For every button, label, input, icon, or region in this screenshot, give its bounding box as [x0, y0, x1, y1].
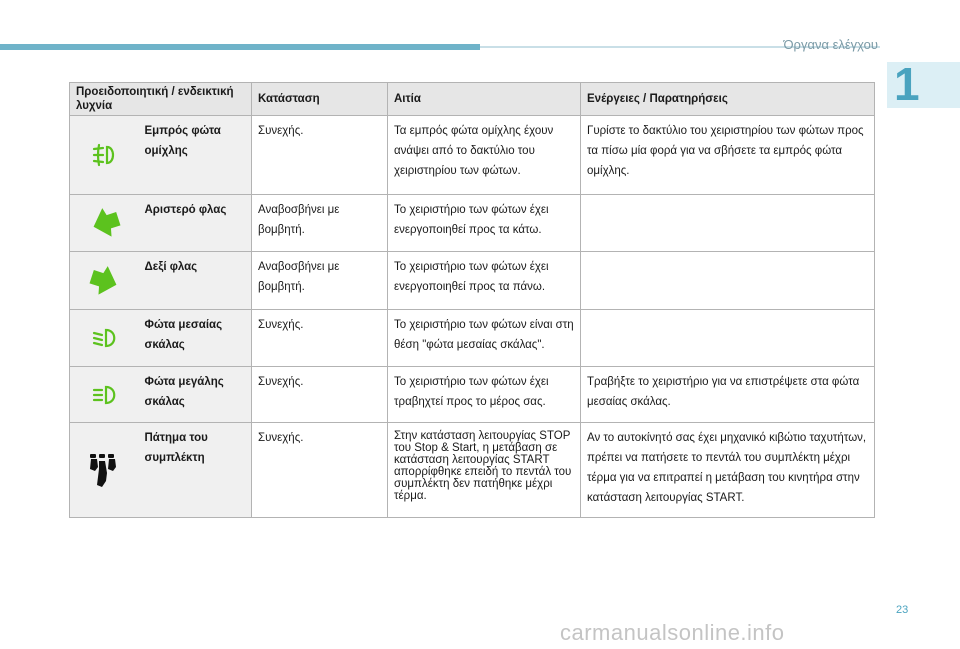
- lamp-cause: Το χειριστήριο των φώτων είναι στη θέση "φώτα μεσαίας σκάλας".: [388, 310, 581, 367]
- clutch-pedal-icon: [70, 423, 141, 518]
- lamp-name: Πάτημα του συμπλέκτη: [141, 423, 252, 518]
- table-row: [70, 310, 875, 367]
- lamp-cause: Το χειριστήριο των φώτων έχει τραβηχτεί προς το μέρος σας.: [388, 367, 581, 423]
- dipped-beam-icon-graphic: [90, 327, 120, 349]
- watermark: carmanualsonline.info: [560, 620, 785, 645]
- right-indicator-icon-graphic: [89, 264, 121, 298]
- front-fog-lamp-icon: [70, 116, 141, 195]
- table-row: [70, 252, 875, 310]
- warning-lamps-table: [69, 82, 875, 518]
- table-row: [70, 195, 875, 252]
- lamp-name: Φώτα μεγάλης σκάλας: [141, 367, 252, 423]
- left-indicator-icon-graphic: [89, 206, 121, 240]
- section-title: Όργανα ελέγχου: [783, 37, 878, 52]
- lamp-state: Αναβοσβήνει με βομβητή.: [252, 195, 388, 252]
- front-fog-lamp-icon-graphic: [90, 143, 120, 167]
- lamp-action: Αν το αυτοκίνητό σας έχει μηχανικό κιβώτιο ταχυτήτων, πρέπει να πατήσετε το πεντάλ του συμπλέκτη μέχρι τέρμα για να επιτραπεί η μετάβαση του κινητήρα στην κατάσταση λειτουργίας START.: [581, 423, 875, 518]
- page-number: 23: [896, 604, 909, 616]
- lamp-cause: Το χειριστήριο των φώτων έχει ενεργοποιηθεί προς τα κάτω.: [388, 195, 581, 252]
- clutch-pedal-icon-graphic: [88, 451, 122, 489]
- table-row: [70, 367, 875, 423]
- table-row: [70, 423, 875, 518]
- column-header-state: Κατάσταση: [252, 83, 388, 116]
- left-indicator-icon: [70, 195, 141, 252]
- lamp-action: [581, 195, 875, 252]
- lamp-state: Συνεχής.: [252, 116, 388, 195]
- right-indicator-icon: [70, 252, 141, 310]
- lamp-state: Συνεχής.: [252, 367, 388, 423]
- lamp-state: Αναβοσβήνει με βομβητή.: [252, 252, 388, 310]
- table-row: [70, 116, 875, 195]
- column-header-lamp: Προειδοποιητική / ενδεικτική λυχνία: [70, 83, 252, 116]
- lamp-action: [581, 310, 875, 367]
- lamp-name: Εμπρός φώτα ομίχλης: [141, 116, 252, 195]
- lamp-action: Γυρίστε το δακτύλιο του χειριστηρίου των φώτων προς τα πίσω μία φορά για να σβήσετε τα εμπρός φώτα ομίχλης.: [581, 116, 875, 195]
- column-header-cause: Αιτία: [388, 83, 581, 116]
- dipped-beam-icon: [70, 310, 141, 367]
- lamp-action: Τραβήξτε το χειριστήριο για να επιστρέψετε στα φώτα μεσαίας σκάλας.: [581, 367, 875, 423]
- main-beam-icon-graphic: [90, 384, 120, 406]
- lamp-name: Αριστερό φλας: [141, 195, 252, 252]
- lamp-name: Φώτα μεσαίας σκάλας: [141, 310, 252, 367]
- main-beam-icon: [70, 367, 141, 423]
- lamp-cause: Τα εμπρός φώτα ομίχλης έχουν ανάψει από το δακτύλιο του χειριστηρίου των φώτων.: [388, 116, 581, 195]
- lamp-state: Συνεχής.: [252, 423, 388, 518]
- lamp-action: [581, 252, 875, 310]
- lamp-cause: Το χειριστήριο των φώτων έχει ενεργοποιηθεί προς τα πάνω.: [388, 252, 581, 310]
- table-header-row: [70, 83, 875, 116]
- column-header-action: Ενέργειες / Παρατηρήσεις: [581, 83, 875, 116]
- lamp-state: Συνεχής.: [252, 310, 388, 367]
- header-accent-bar: [0, 44, 480, 50]
- lamp-name: Δεξί φλας: [141, 252, 252, 310]
- chapter-number: 1: [894, 58, 920, 110]
- lamp-cause: Στην κατάσταση λειτουργίας STOP του Stop & Start, η μετάβαση σε κατάσταση λειτουργίας START απορρίφθηκε επειδή το πεντάλ του συμπλέκτη δεν πατήθηκε μέχρι τέρμα.: [388, 423, 581, 518]
